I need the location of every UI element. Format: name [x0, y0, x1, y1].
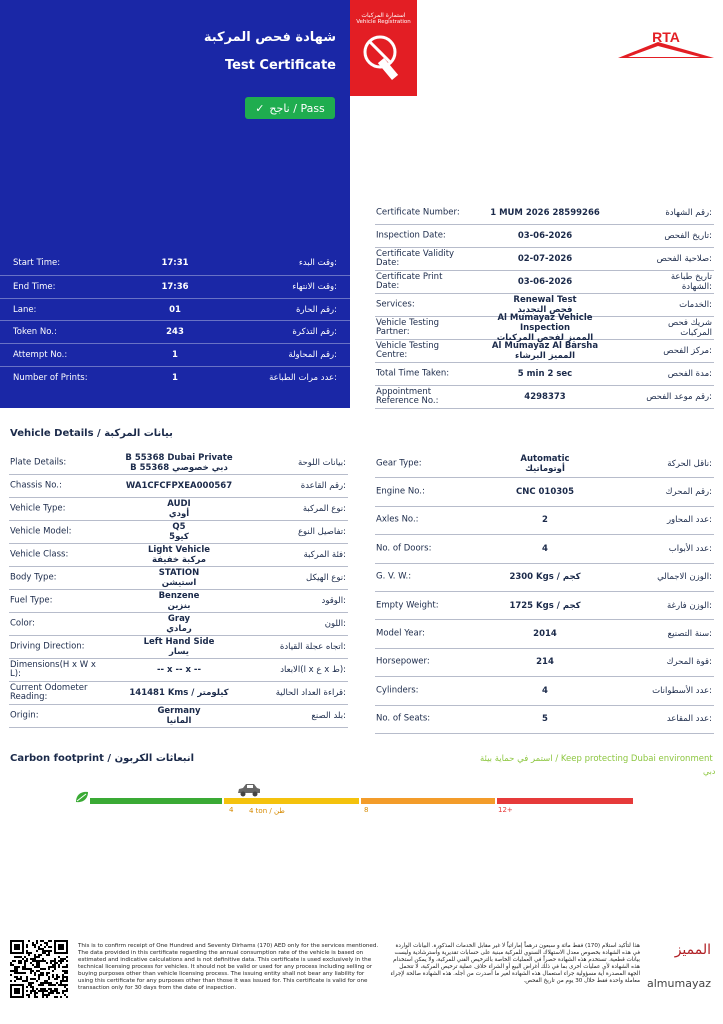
detail-value	[475, 544, 615, 554]
detail-value	[109, 688, 249, 698]
detail-label: Origin:	[10, 710, 39, 721]
vehicle-details-left	[9, 452, 348, 728]
detail-value-ar: المميز لفحص المركبات	[496, 333, 594, 343]
detail-value	[475, 313, 615, 343]
detail-value-en: 2	[542, 515, 548, 526]
detail-row	[375, 507, 714, 535]
detail-row	[375, 478, 714, 506]
detail-value-en: Left Hand Side	[143, 637, 215, 647]
detail-value	[109, 499, 249, 519]
detail-label-ar: رقم القاعدة:	[300, 481, 346, 491]
tick-label-12: 12+	[498, 806, 513, 814]
detail-value-ar: المميز البرشاء	[515, 351, 575, 361]
detail-label: No. of Doors:	[376, 543, 432, 554]
detail-label: Chassis No.:	[10, 480, 62, 491]
checkmark-icon: ✓	[255, 101, 265, 115]
detail-row	[375, 313, 714, 343]
detail-value-ar: أودي	[168, 509, 190, 519]
vehicle-registration-logo	[350, 0, 417, 96]
detail-label-ar: تفاصيل النوع:	[297, 527, 346, 537]
time-row	[0, 320, 350, 343]
detail-label: Horsepower:	[376, 656, 430, 667]
detail-label-ar: الوقود:	[321, 596, 346, 606]
time-label: Token No.:	[13, 327, 57, 338]
detail-row	[375, 340, 714, 363]
detail-label-ar: رقم موعد الفحص:	[646, 392, 712, 402]
leaf-icon	[74, 790, 90, 804]
time-value: 1	[172, 372, 178, 383]
detail-value-en: Renewal Test	[513, 295, 577, 305]
time-label: Lane:	[13, 304, 37, 315]
detail-label: Model Year:	[376, 628, 425, 639]
detail-label: Vehicle Model:	[10, 526, 72, 537]
detail-label-ar: الخدمات:	[679, 300, 712, 310]
detail-value-en: 141481 Kms / كيلومتر	[129, 688, 229, 698]
detail-value	[475, 714, 615, 724]
detail-value-en: 4	[542, 543, 548, 554]
detail-row	[375, 363, 714, 386]
detail-label: Vehicle Type:	[10, 503, 66, 514]
title-arabic: شهادة فحص المركبة	[203, 30, 336, 45]
time-label: Attempt No.:	[13, 350, 68, 361]
footer-arabic: هذا لتأكيد استلام (170) فقط مائة و سبعون درهماً إماراتياً لا غير مقابل الخدمات المذكورة. البيانات الواردة في هذه الشهادة بخصوص معدل الاستهلاك السنوي للمركبة مبنية على حسابات تقديرية واسترشادية وليست بيانات قطعية. تستخدم هذه الشهادة حصراً في العمليات الخاصة بالترخيص الفني للمركبة، ولا يمكن استخدام هذه الشهادة لأي عمليات أخرى بما في ذلك أغراض البيع أو الشراء خلاف عملية ترخيص المركبة، لا تتحمل الجهة المصدرة أية مسؤولية جراء استعمال هذه الشهادة لغير ما أصدرت من أجله. هذه الشهادة صالحة لإجراء معاملة واحدة فقط خلال 30 يوم من تاريخ الفحص.	[390, 943, 640, 984]
detail-row	[375, 271, 714, 294]
detail-row	[375, 677, 714, 705]
time-label-ar: رقم التذكرة:	[292, 327, 337, 338]
detail-row	[375, 535, 714, 563]
detail-row	[9, 567, 348, 590]
detail-row	[9, 475, 348, 498]
detail-value	[475, 254, 615, 264]
detail-value-en: Al Mumayaz Vehicle Inspection	[497, 313, 593, 333]
time-label-ar: وقت البدء:	[298, 258, 337, 268]
keep-protecting-text-2: دبي	[703, 767, 716, 776]
detail-value	[109, 545, 249, 565]
carbon-bar-orange	[361, 798, 495, 804]
detail-row	[375, 225, 714, 248]
detail-value-en: -- x -- x --	[157, 665, 201, 675]
time-label-ar: وقت الانتهاء:	[292, 281, 337, 292]
detail-row	[9, 636, 348, 659]
detail-label-ar: سنة التصنيع:	[667, 629, 712, 640]
detail-value-en: Q5	[172, 522, 186, 532]
detail-label-ar: شريك فحص المركبات	[667, 318, 712, 338]
detail-value-ar: المانيا	[166, 716, 192, 726]
detail-row	[9, 498, 348, 521]
detail-value-en: 2014	[533, 629, 557, 640]
detail-row	[375, 564, 714, 592]
detail-row	[375, 620, 714, 648]
detail-value	[475, 515, 615, 525]
keep-protecting-text: استمر في حماية بيئة / Keep protecting Dubai environment	[480, 754, 713, 764]
detail-value-en: Gray	[167, 614, 191, 624]
detail-label-ar: الوزن الاجمالي:	[657, 572, 712, 583]
detail-value	[109, 706, 249, 726]
detail-label: Body Type:	[10, 572, 57, 583]
detail-label: Vehicle Testing Centre:	[376, 341, 439, 360]
detail-value-ar: رمادي	[166, 624, 192, 634]
detail-label: Certificate Number:	[376, 207, 460, 218]
detail-label: Plate Details:	[10, 457, 67, 468]
detail-row	[375, 649, 714, 677]
car-icon	[236, 782, 262, 798]
detail-label-ar: رقم المحرك:	[665, 487, 712, 498]
detail-value-en: 5 min 2 sec	[517, 369, 573, 379]
carbon-footprint-title: Carbon footprint / انبعاثات الكربون	[10, 753, 195, 764]
detail-label: Inspection Date:	[376, 230, 446, 241]
detail-label-ar: عدد المحاور:	[666, 515, 712, 526]
pen-icon	[360, 30, 408, 86]
detail-value	[475, 601, 615, 611]
detail-label: Axles No.:	[376, 514, 419, 525]
pass-label: ناجح / Pass	[269, 101, 325, 115]
time-row	[0, 252, 350, 275]
detail-label-ar: قوة المحرك:	[666, 657, 712, 668]
detail-label-ar: مدة الفحص:	[667, 369, 712, 379]
detail-label-ar: بلد الصنع:	[311, 711, 346, 721]
tick-label-current: 4 ton / طن	[249, 807, 285, 815]
detail-row	[9, 452, 348, 475]
detail-value-ar: B 55368 دبي خصوصي	[130, 463, 228, 473]
detail-value-en: 02-07-2026	[517, 254, 573, 264]
time-label: Start Time:	[13, 258, 61, 268]
detail-row	[375, 450, 714, 478]
time-row	[0, 275, 350, 298]
rta-text: RTA	[652, 29, 680, 45]
detail-value-en: AUDI	[167, 499, 191, 509]
detail-row	[9, 682, 348, 705]
detail-row	[9, 705, 348, 728]
detail-row	[375, 706, 714, 734]
detail-row	[375, 202, 714, 225]
detail-label: Vehicle Testing Partner:	[376, 318, 439, 337]
detail-label-ar: نوع الهيكل:	[306, 573, 346, 583]
detail-label-ar: قراءة العداد الحالية:	[275, 688, 346, 698]
detail-value	[475, 231, 615, 241]
detail-label: Gear Type:	[376, 458, 422, 469]
time-value: 243	[166, 327, 184, 338]
detail-label: Current Odometer Reading:	[10, 683, 88, 702]
detail-value-ar: مركبة خفيفة	[151, 555, 207, 565]
detail-label-ar: رقم الشهادة:	[665, 208, 712, 218]
detail-label: Total Time Taken:	[376, 368, 450, 379]
detail-label-ar: تاريخ الفحص:	[664, 231, 712, 241]
detail-label-ar: بيانات اللوحة:	[297, 458, 346, 468]
detail-label: Services:	[376, 299, 415, 310]
footer-english: This is to confirm receipt of One Hundred and Seventy Dirhams (170) AED only for the services mentioned. The data provided in this certificate regarding the annual consumption rate of the vehicle is based on estimated and indicative calculations and is not definitive data. This certificate is used exclusively in the technical licensing process for vehicles. It should not be valid or used for any process including selling or buying purposes other than vehicle licensing process. The issuing entity shall not bear any liability for using this certificate for any purposes other than those it was issued for. This certificate is valid for one transaction only for 30 days from the date of inspection.	[78, 943, 379, 991]
detail-value	[109, 453, 249, 473]
detail-row	[375, 386, 714, 409]
detail-label: Empty Weight:	[376, 600, 439, 611]
detail-value	[109, 614, 249, 634]
carbon-bar-green	[90, 798, 222, 804]
detail-value	[475, 629, 615, 639]
time-table	[0, 252, 350, 389]
time-row	[0, 366, 350, 389]
certificate-table	[375, 202, 714, 409]
detail-value	[475, 572, 615, 582]
detail-value-en: Germany	[157, 706, 201, 716]
detail-row	[9, 544, 348, 567]
detail-value	[109, 665, 249, 675]
vehicle-details-right	[375, 450, 714, 734]
detail-value-ar: فحص التجديد	[517, 305, 573, 315]
detail-row	[375, 248, 714, 271]
detail-value-ar: كيو5	[169, 532, 189, 542]
detail-row	[9, 590, 348, 613]
detail-value-en: 1 MUM 2026 28599266	[490, 208, 600, 218]
detail-value-ar: أوتوماتيك	[525, 463, 565, 474]
detail-label: Dimensions(H x W x L):	[10, 660, 96, 679]
detail-label-ar: مركز الفحص:	[663, 346, 712, 356]
detail-label-ar: فئة المركبة:	[303, 550, 346, 560]
detail-row	[9, 659, 348, 682]
tick-label-4: 4	[229, 806, 234, 814]
detail-label: Appointment Reference No.:	[376, 387, 439, 406]
detail-value-en: STATION	[158, 568, 200, 578]
detail-value-en: WA1CFCFPXEA000567	[125, 481, 233, 491]
detail-label-ar: تاريخ طباعة الشهادة:	[670, 272, 712, 292]
detail-label-ar: الوزن فارغة:	[666, 600, 712, 611]
rta-logo	[618, 24, 714, 60]
detail-label: Color:	[10, 618, 35, 629]
detail-label: Cylinders:	[376, 685, 419, 696]
detail-value-en: 214	[536, 657, 554, 668]
detail-label: Engine No.:	[376, 486, 425, 497]
detail-value-en: 4298373	[524, 392, 566, 402]
detail-label: No. of Seats:	[376, 713, 431, 724]
detail-label: Certificate Validity Date:	[376, 249, 455, 268]
detail-label: Vehicle Class:	[10, 549, 69, 560]
detail-value-ar: يسار	[169, 647, 189, 657]
time-value: 01	[169, 304, 181, 315]
vehicle-details-title: Vehicle Details / بيانات المركبة	[10, 428, 173, 439]
detail-label: Fuel Type:	[10, 595, 53, 606]
time-label-ar: رقم المحاولة:	[288, 350, 337, 361]
detail-label-ar: اتجاه عجلة القيادة:	[279, 642, 346, 652]
time-row	[0, 298, 350, 321]
detail-value-en: B 55368 Dubai Private	[125, 453, 233, 463]
detail-row	[9, 521, 348, 544]
detail-value	[475, 657, 615, 667]
detail-value-ar: بنزين	[167, 601, 191, 611]
pass-badge	[245, 97, 335, 119]
detail-value	[109, 568, 249, 588]
detail-row	[375, 592, 714, 620]
time-value: 17:36	[161, 281, 189, 292]
detail-value	[109, 637, 249, 657]
vr-label-en: Vehicle Registration	[356, 19, 411, 25]
detail-label: Driving Direction:	[10, 641, 85, 652]
time-row	[0, 343, 350, 366]
time-label-ar: عدد مرات الطباعة:	[269, 372, 337, 383]
detail-label-ar: اللون:	[324, 619, 346, 629]
detail-value	[475, 454, 615, 474]
time-label: End Time:	[13, 281, 56, 292]
logo-english: almumayaz	[647, 977, 711, 990]
detail-value-en: Light Vehicle	[147, 545, 211, 555]
detail-value-en: 4	[542, 685, 548, 696]
qr-code	[10, 940, 68, 998]
detail-value-en: 03-06-2026	[517, 231, 573, 241]
detail-value-en: Benzene	[158, 591, 200, 601]
carbon-bar-yellow	[224, 798, 359, 804]
detail-value-en: Al Mumayaz Al Barsha	[491, 341, 599, 351]
time-value: 17:31	[161, 258, 189, 268]
detail-value-en: 03-06-2026	[517, 277, 573, 287]
detail-label-ar: الابعاد(ا x ع x ط):	[280, 665, 346, 675]
time-label: Number of Prints:	[13, 372, 88, 383]
detail-value	[475, 341, 615, 361]
tick-label-8: 8	[364, 806, 369, 814]
carbon-bar-red	[497, 798, 633, 804]
detail-value	[109, 591, 249, 611]
detail-label-ar: ناقل الحركة:	[667, 458, 712, 469]
detail-value	[475, 392, 615, 402]
detail-label-ar: نوع المركبة:	[302, 504, 346, 514]
detail-value-en: CNC 010305	[515, 487, 575, 498]
logo-arabic: المميز	[674, 942, 711, 958]
detail-value	[475, 487, 615, 497]
detail-value	[475, 295, 615, 315]
title-english: Test Certificate	[224, 58, 336, 73]
detail-value-en: Automatic	[520, 453, 570, 464]
time-label-ar: رقم الحارة:	[296, 304, 337, 315]
detail-value-en: 1725 Kgs / كجم	[509, 600, 581, 611]
detail-value	[475, 686, 615, 696]
detail-value	[475, 277, 615, 287]
detail-value-ar: استيشن	[161, 578, 197, 588]
detail-label-ar: عدد الأسطوانات:	[652, 685, 712, 696]
time-value: 1	[172, 350, 178, 361]
detail-value	[475, 208, 615, 218]
detail-value	[475, 369, 615, 379]
detail-value	[109, 522, 249, 542]
detail-label: Certificate Print Date:	[376, 272, 443, 291]
detail-label: G. V. W.:	[376, 571, 412, 582]
detail-row	[9, 613, 348, 636]
vr-label-ar: استمارة المركبات	[361, 12, 406, 19]
detail-value	[109, 481, 249, 491]
detail-label-ar: عدد المقاعد:	[666, 714, 712, 725]
detail-value-en: 2300 Kgs / كجم	[509, 572, 581, 583]
detail-value-en: 5	[542, 714, 548, 725]
almumayaz-logo	[645, 940, 715, 998]
detail-label-ar: صلاحية الفحص:	[656, 254, 712, 264]
detail-label-ar: عدد الأبواب:	[668, 543, 712, 554]
